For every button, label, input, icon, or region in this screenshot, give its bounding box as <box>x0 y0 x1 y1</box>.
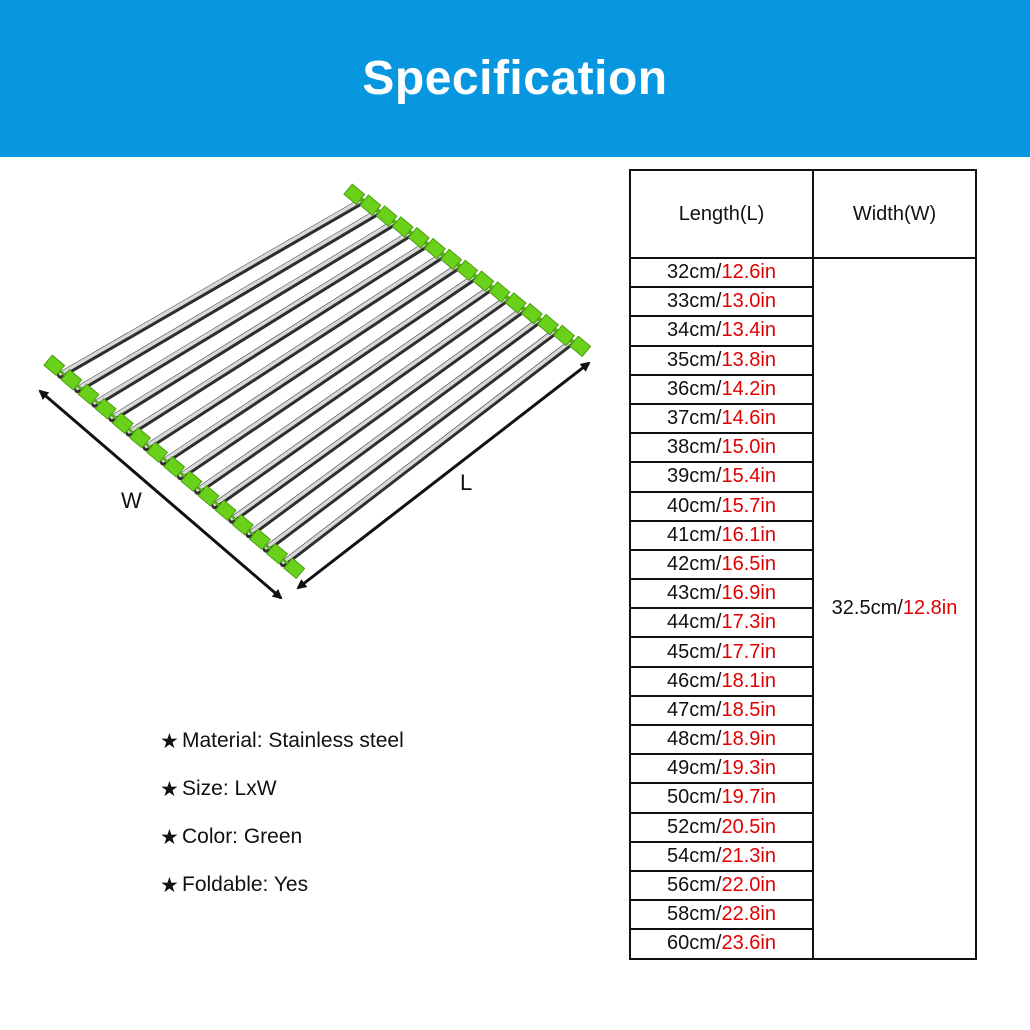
length-cm: 45cm/ <box>667 640 722 663</box>
star-icon: ★ <box>160 825 179 849</box>
length-in: 23.6in <box>721 932 776 955</box>
length-in: 19.3in <box>721 757 776 780</box>
length-cm: 54cm/ <box>667 844 722 867</box>
length-cm: 41cm/ <box>667 523 722 546</box>
length-cell <box>630 783 813 812</box>
length-cell <box>630 433 813 462</box>
rod <box>95 223 393 403</box>
width-cell <box>813 258 976 959</box>
size-table <box>629 169 977 960</box>
width-label: W <box>121 488 142 513</box>
length-in: 19.7in <box>721 786 776 809</box>
length-cell <box>630 871 813 900</box>
length-cm: 58cm/ <box>667 903 722 926</box>
length-cell <box>630 754 813 783</box>
length-in: 15.7in <box>721 494 776 517</box>
length-in: 17.3in <box>721 611 776 634</box>
spec-size <box>160 765 580 813</box>
length-cell <box>630 287 813 316</box>
length-cell <box>630 842 813 871</box>
length-in: 16.1in <box>721 523 776 546</box>
length-cm: 36cm/ <box>667 377 722 400</box>
length-cell <box>630 404 813 433</box>
length-cm: 50cm/ <box>667 786 722 809</box>
length-cell <box>630 258 813 287</box>
header-width: Width(W) <box>813 170 976 258</box>
width-cm: 32.5cm/ <box>831 596 903 619</box>
table-row <box>630 258 976 287</box>
length-cell <box>630 900 813 929</box>
length-cell <box>630 316 813 345</box>
length-cm: 38cm/ <box>667 436 722 459</box>
length-cell <box>630 813 813 842</box>
length-in: 18.9in <box>721 728 776 751</box>
rod <box>78 212 377 388</box>
length-cm: 35cm/ <box>667 348 722 371</box>
length-in: 18.1in <box>721 669 776 692</box>
table-body <box>630 258 976 959</box>
length-cm: 33cm/ <box>667 290 722 313</box>
length-in: 14.2in <box>721 377 776 400</box>
length-cm: 47cm/ <box>667 698 722 721</box>
length-cm: 48cm/ <box>667 728 722 751</box>
length-in: 18.5in <box>721 698 776 721</box>
length-cm: 32cm/ <box>667 261 722 284</box>
length-cell <box>630 346 813 375</box>
width-arrow <box>40 391 281 598</box>
star-icon: ★ <box>160 729 179 753</box>
spec-text: Size: LxW <box>182 777 277 800</box>
length-cm: 46cm/ <box>667 669 722 692</box>
length-cell <box>630 375 813 404</box>
width-in: 12.8in <box>902 596 958 619</box>
length-cell <box>630 521 813 550</box>
length-cm: 43cm/ <box>667 582 722 605</box>
length-in: 12.6in <box>721 261 776 284</box>
length-in: 22.0in <box>721 874 776 897</box>
rod <box>61 201 361 374</box>
spec-text: Material: Stainless steel <box>182 729 404 752</box>
rail-clip <box>570 336 591 356</box>
length-in: 21.3in <box>721 844 776 867</box>
length-cm: 56cm/ <box>667 874 722 897</box>
star-icon: ★ <box>160 873 179 897</box>
length-cm: 60cm/ <box>667 932 722 955</box>
length-cm: 42cm/ <box>667 552 722 575</box>
length-cell <box>630 550 813 579</box>
spec-material <box>160 717 580 765</box>
length-cell <box>630 929 813 958</box>
length-cm: 39cm/ <box>667 465 722 488</box>
length-in: 14.6in <box>721 407 776 430</box>
spec-list <box>160 717 580 909</box>
title-banner <box>0 0 1030 157</box>
length-cm: 44cm/ <box>667 611 722 634</box>
length-cm: 52cm/ <box>667 815 722 838</box>
star-icon: ★ <box>160 777 179 801</box>
length-in: 20.5in <box>721 815 776 838</box>
length-in: 13.4in <box>721 319 776 342</box>
length-cell <box>630 725 813 754</box>
spec-text: Foldable: Yes <box>182 873 309 896</box>
spec-foldable <box>160 861 580 909</box>
length-cell <box>630 696 813 725</box>
length-cell <box>630 637 813 666</box>
length-in: 15.0in <box>721 436 776 459</box>
length-cell <box>630 608 813 637</box>
length-in: 13.0in <box>721 290 776 313</box>
spec-text: Color: Green <box>182 825 303 848</box>
dish-rack-illustration <box>0 157 620 657</box>
header-length: Length(L) <box>630 170 813 258</box>
length-arrow <box>298 363 589 588</box>
length-cm: 37cm/ <box>667 407 722 430</box>
length-cm: 40cm/ <box>667 494 722 517</box>
page-title: Specification <box>362 52 668 105</box>
length-in: 17.7in <box>721 640 776 663</box>
length-cell <box>630 462 813 491</box>
length-cm: 49cm/ <box>667 757 722 780</box>
length-in: 16.9in <box>721 582 776 605</box>
length-cm: 34cm/ <box>667 319 722 342</box>
length-in: 16.5in <box>721 552 776 575</box>
spec-color <box>160 813 580 861</box>
length-in: 13.8in <box>721 348 776 371</box>
length-cell <box>630 667 813 696</box>
length-label: L <box>460 470 473 495</box>
length-cell <box>630 579 813 608</box>
length-in: 15.4in <box>721 465 776 488</box>
length-cell <box>630 492 813 521</box>
length-in: 22.8in <box>721 903 776 926</box>
table-header-row <box>630 170 976 258</box>
